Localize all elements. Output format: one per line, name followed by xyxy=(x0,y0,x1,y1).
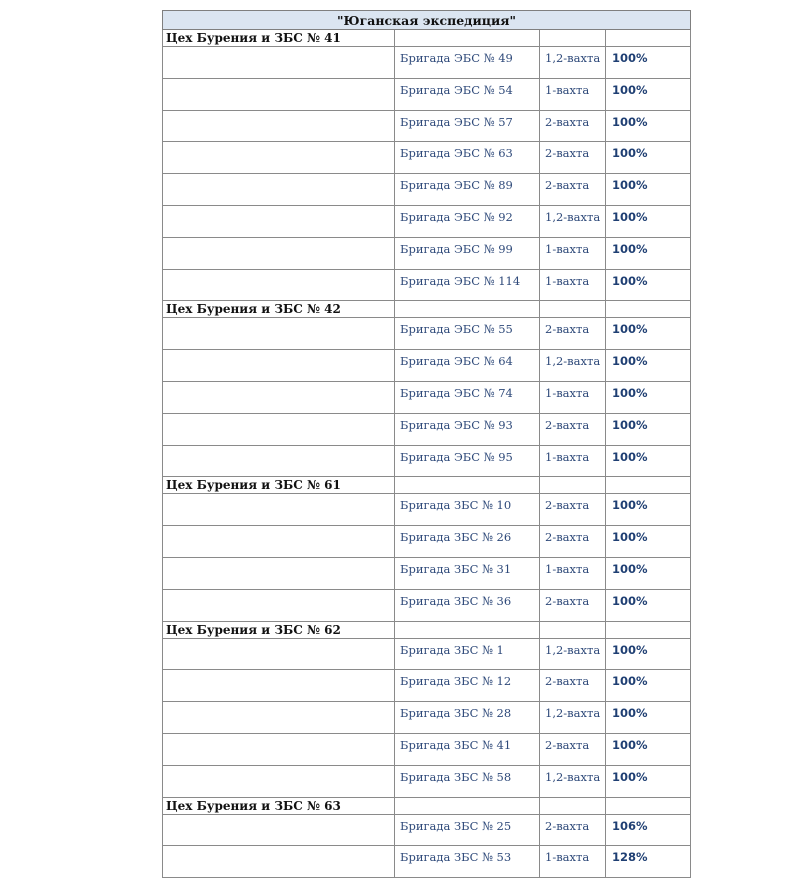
brigade-row xyxy=(163,814,691,846)
brigade-name: Бригада ЭБС № 89 xyxy=(395,174,540,206)
brigade-spacer-cell xyxy=(163,381,395,413)
shop-header-empty-cell xyxy=(540,30,606,47)
brigade-name: Бригада ЗБС № 12 xyxy=(395,670,540,702)
brigade-spacer-cell xyxy=(163,237,395,269)
brigade-spacer-cell xyxy=(163,350,395,382)
brigade-percent: 100% xyxy=(606,174,691,206)
brigade-percent: 100% xyxy=(606,237,691,269)
brigade-percent: 100% xyxy=(606,110,691,142)
shop-header-empty-cell xyxy=(395,30,540,47)
brigade-shift: 2-вахта xyxy=(540,494,606,526)
brigade-shift: 1,2-вахта xyxy=(540,765,606,797)
brigade-spacer-cell xyxy=(163,846,395,878)
brigade-row xyxy=(163,765,691,797)
brigade-name: Бригада ЭБС № 114 xyxy=(395,269,540,301)
brigade-spacer-cell xyxy=(163,269,395,301)
brigade-row xyxy=(163,846,691,878)
brigade-row xyxy=(163,78,691,110)
brigade-row xyxy=(163,589,691,621)
brigade-name: Бригада ЭБС № 93 xyxy=(395,413,540,445)
brigade-name: Бригада ЗБС № 1 xyxy=(395,638,540,670)
shop-header-empty-cell xyxy=(606,477,691,494)
brigade-spacer-cell xyxy=(163,494,395,526)
brigades-table xyxy=(162,10,691,878)
brigade-row xyxy=(163,350,691,382)
brigade-shift: 2-вахта xyxy=(540,733,606,765)
brigade-percent: 100% xyxy=(606,733,691,765)
shop-header-empty-cell xyxy=(395,621,540,638)
brigade-spacer-cell xyxy=(163,589,395,621)
shop-header-empty-cell xyxy=(606,301,691,318)
brigade-row xyxy=(163,318,691,350)
brigade-shift: 1,2-вахта xyxy=(540,205,606,237)
brigade-percent: 100% xyxy=(606,670,691,702)
brigade-percent: 100% xyxy=(606,638,691,670)
brigade-row xyxy=(163,638,691,670)
brigade-row xyxy=(163,733,691,765)
brigade-shift: 2-вахта xyxy=(540,318,606,350)
shop-header-empty-cell xyxy=(606,30,691,47)
brigade-spacer-cell xyxy=(163,765,395,797)
brigade-name: Бригада ЗБС № 36 xyxy=(395,589,540,621)
shop-header-empty-cell xyxy=(540,477,606,494)
brigade-row xyxy=(163,413,691,445)
brigade-name: Бригада ЗБС № 10 xyxy=(395,494,540,526)
shop-header-row xyxy=(163,621,691,638)
brigade-shift: 2-вахта xyxy=(540,670,606,702)
brigade-row xyxy=(163,670,691,702)
brigade-name: Бригада ЗБС № 31 xyxy=(395,557,540,589)
brigade-percent: 100% xyxy=(606,47,691,79)
brigade-percent: 100% xyxy=(606,765,691,797)
brigade-row xyxy=(163,110,691,142)
brigade-name: Бригада ЗБС № 25 xyxy=(395,814,540,846)
brigade-spacer-cell xyxy=(163,318,395,350)
brigade-name: Бригада ЗБС № 58 xyxy=(395,765,540,797)
shop-name: Цех Бурения и ЗБС № 62 xyxy=(163,621,395,638)
brigade-spacer-cell xyxy=(163,638,395,670)
brigade-row xyxy=(163,142,691,174)
shop-header-row xyxy=(163,477,691,494)
brigade-row xyxy=(163,174,691,206)
brigade-spacer-cell xyxy=(163,205,395,237)
brigade-percent: 100% xyxy=(606,350,691,382)
expedition-title: "Юганская экспедиция" xyxy=(163,11,691,30)
brigade-spacer-cell xyxy=(163,174,395,206)
brigade-spacer-cell xyxy=(163,142,395,174)
brigade-name: Бригада ЭБС № 54 xyxy=(395,78,540,110)
shop-header-empty-cell xyxy=(540,621,606,638)
brigade-spacer-cell xyxy=(163,110,395,142)
brigade-name: Бригада ЭБС № 49 xyxy=(395,47,540,79)
brigade-spacer-cell xyxy=(163,413,395,445)
brigade-spacer-cell xyxy=(163,47,395,79)
brigade-spacer-cell xyxy=(163,814,395,846)
brigade-name: Бригада ЗБС № 26 xyxy=(395,526,540,558)
brigade-spacer-cell xyxy=(163,670,395,702)
brigade-percent: 100% xyxy=(606,142,691,174)
brigade-shift: 2-вахта xyxy=(540,589,606,621)
brigade-row xyxy=(163,205,691,237)
brigade-name: Бригада ЭБС № 74 xyxy=(395,381,540,413)
brigade-row xyxy=(163,381,691,413)
brigade-percent: 100% xyxy=(606,526,691,558)
brigade-spacer-cell xyxy=(163,702,395,734)
brigade-shift: 1-вахта xyxy=(540,557,606,589)
brigade-percent: 100% xyxy=(606,381,691,413)
brigade-shift: 1,2-вахта xyxy=(540,638,606,670)
brigade-row xyxy=(163,526,691,558)
brigade-percent: 100% xyxy=(606,78,691,110)
brigade-percent: 106% xyxy=(606,814,691,846)
brigade-name: Бригада ЭБС № 57 xyxy=(395,110,540,142)
brigade-name: Бригада ЗБС № 28 xyxy=(395,702,540,734)
brigade-shift: 1-вахта xyxy=(540,269,606,301)
brigade-name: Бригада ЗБС № 41 xyxy=(395,733,540,765)
brigade-row xyxy=(163,557,691,589)
brigade-percent: 100% xyxy=(606,445,691,477)
brigade-percent: 100% xyxy=(606,557,691,589)
brigade-spacer-cell xyxy=(163,445,395,477)
brigade-percent: 100% xyxy=(606,702,691,734)
brigade-shift: 1-вахта xyxy=(540,846,606,878)
brigade-shift: 1-вахта xyxy=(540,78,606,110)
brigade-spacer-cell xyxy=(163,733,395,765)
brigade-spacer-cell xyxy=(163,557,395,589)
brigade-name: Бригада ЭБС № 95 xyxy=(395,445,540,477)
brigade-shift: 1,2-вахта xyxy=(540,47,606,79)
shop-name: Цех Бурения и ЗБС № 63 xyxy=(163,797,395,814)
shop-header-empty-cell xyxy=(395,477,540,494)
shop-name: Цех Бурения и ЗБС № 42 xyxy=(163,301,395,318)
brigade-spacer-cell xyxy=(163,78,395,110)
brigade-name: Бригада ЭБС № 63 xyxy=(395,142,540,174)
brigade-shift: 2-вахта xyxy=(540,413,606,445)
brigade-row xyxy=(163,47,691,79)
brigade-name: Бригада ЭБС № 64 xyxy=(395,350,540,382)
brigade-shift: 2-вахта xyxy=(540,526,606,558)
brigade-name: Бригада ЭБС № 92 xyxy=(395,205,540,237)
brigade-shift: 1-вахта xyxy=(540,445,606,477)
brigade-shift: 2-вахта xyxy=(540,142,606,174)
brigade-percent: 100% xyxy=(606,269,691,301)
brigade-shift: 2-вахта xyxy=(540,110,606,142)
brigade-shift: 2-вахта xyxy=(540,814,606,846)
brigade-shift: 1,2-вахта xyxy=(540,350,606,382)
shop-header-empty-cell xyxy=(540,301,606,318)
brigade-percent: 100% xyxy=(606,413,691,445)
shop-header-row xyxy=(163,30,691,47)
brigade-percent: 128% xyxy=(606,846,691,878)
shop-name: Цех Бурения и ЗБС № 61 xyxy=(163,477,395,494)
brigade-percent: 100% xyxy=(606,494,691,526)
brigade-row xyxy=(163,494,691,526)
brigade-percent: 100% xyxy=(606,589,691,621)
brigade-percent: 100% xyxy=(606,318,691,350)
brigade-name: Бригада ЭБС № 99 xyxy=(395,237,540,269)
brigade-shift: 1-вахта xyxy=(540,237,606,269)
brigade-percent: 100% xyxy=(606,205,691,237)
brigade-shift: 1-вахта xyxy=(540,381,606,413)
title-row xyxy=(163,11,691,30)
shop-header-empty-cell xyxy=(606,621,691,638)
shop-name: Цех Бурения и ЗБС № 41 xyxy=(163,30,395,47)
brigade-row xyxy=(163,702,691,734)
brigade-row xyxy=(163,445,691,477)
brigade-spacer-cell xyxy=(163,526,395,558)
expedition-sheet xyxy=(162,10,690,878)
shop-header-empty-cell xyxy=(395,301,540,318)
brigade-row xyxy=(163,237,691,269)
shop-header-row xyxy=(163,301,691,318)
brigade-shift: 2-вахта xyxy=(540,174,606,206)
brigade-shift: 1,2-вахта xyxy=(540,702,606,734)
brigade-name: Бригада ЗБС № 53 xyxy=(395,846,540,878)
brigade-name: Бригада ЭБС № 55 xyxy=(395,318,540,350)
brigade-row xyxy=(163,269,691,301)
